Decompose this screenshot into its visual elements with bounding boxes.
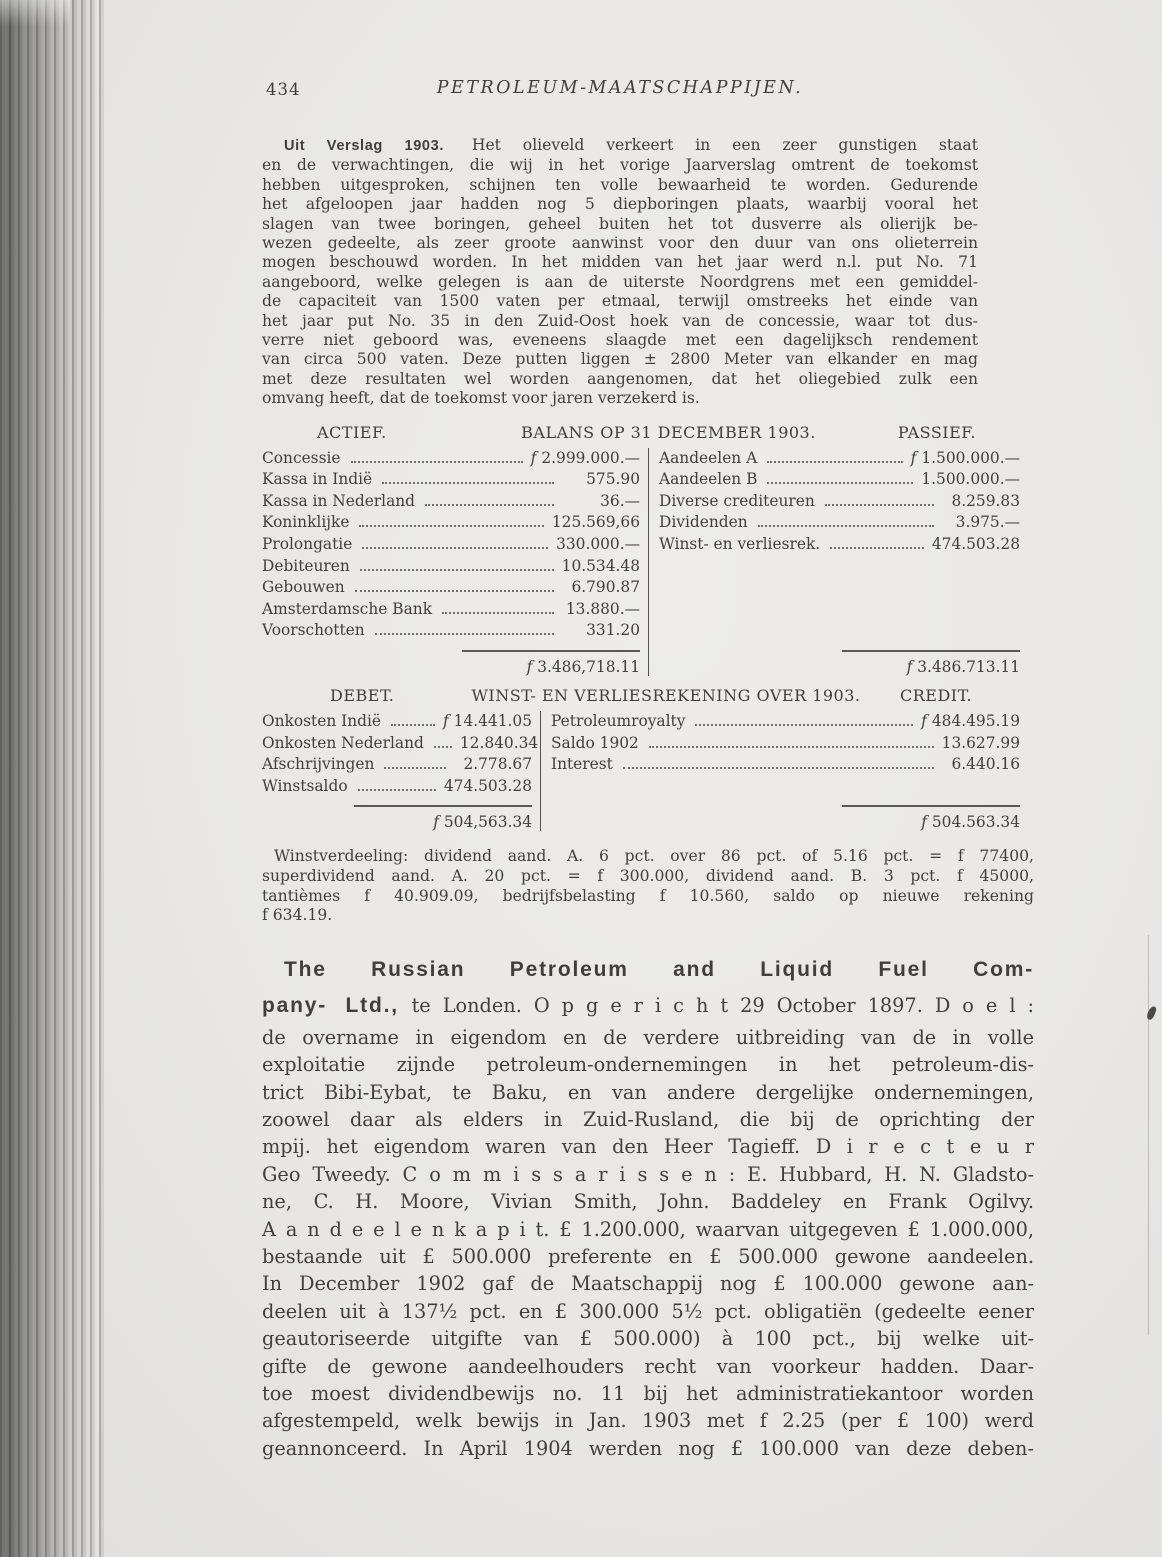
ledger-row-label: Gebouwen	[262, 578, 345, 597]
ledger-row-amount: 3.975.—	[955, 513, 1020, 532]
ledger-row	[659, 534, 1020, 556]
dot-leader	[695, 724, 913, 726]
ledger-row	[659, 491, 1020, 513]
ledger-row-label: Kassa in Indië	[262, 470, 373, 489]
dot-leader	[384, 767, 446, 769]
pnl-table	[262, 711, 1020, 831]
report-line: de capaciteit van 1500 vaten per etmaal, terwijl omstreeks het einde van	[262, 292, 978, 311]
report-line: en de verwachtingen, die wij in het vorige Jaarverslag omtrent de toekomst	[262, 156, 978, 175]
florin-symbol: f	[921, 813, 927, 832]
ledger-row	[659, 512, 1020, 534]
pnl-debet-total	[262, 797, 532, 831]
ledger-row-amount: 2.999.000.—	[541, 448, 640, 467]
ledger-row	[659, 448, 1020, 470]
ledger-row-amount: 575.90	[586, 470, 640, 489]
ledger-row-label: Saldo 1902	[551, 733, 639, 752]
dot-leader	[362, 547, 548, 549]
total-amount-value: 3.486,718.11	[537, 658, 640, 677]
total-amount-value: 504.563.34	[931, 813, 1020, 832]
pnl-center-header: WINST- EN VERLIESREKENING OVER 1903.	[471, 686, 861, 706]
ledger-row-amount: 474.503.28	[443, 776, 532, 795]
dot-leader	[767, 461, 902, 463]
company-line: mpij. het eigendom waren van den Heer Tagieff. D i r e c t e u r	[262, 1135, 1034, 1159]
report-line: hebben uitgesproken, schijnen ten volle bewaarheid te worden. Gedurende	[262, 175, 978, 194]
ledger-row	[551, 754, 1020, 776]
company-body	[262, 1024, 1034, 1463]
ledger-row-amount: 10.534.48	[561, 556, 640, 575]
ledger-row-label: Aandeelen B	[659, 470, 758, 489]
total-amount	[907, 658, 1020, 676]
balance-passief-rows	[659, 448, 1020, 556]
pnl-credit-rows	[551, 711, 1020, 776]
ledger-row-label: Voorschotten	[262, 621, 365, 640]
ledger-row-amount: 6.790.87	[571, 578, 640, 597]
company-line: bestaande uit £ 500.000 preferente en £ 500.000 gewone aandeelen.	[262, 1245, 1034, 1269]
ledger-row	[262, 776, 532, 798]
book-binding-gutter	[0, 0, 104, 1557]
company-heading-rest: te Londen. O p g e r i c h t 29 October 1897. D o e l :	[411, 993, 1034, 1017]
pnl-right-header: CREDIT.	[899, 686, 972, 706]
ledger-row-label: Amsterdamsche Bank	[262, 599, 433, 618]
ledger-row	[262, 534, 640, 556]
ledger-row-label: Dividenden	[659, 513, 748, 532]
total-amount-value: 504,563.34	[443, 813, 532, 832]
florin-symbol: f	[910, 448, 917, 467]
balance-right-header: PASSIEF.	[897, 422, 976, 442]
report-last-line: omvang heeft, dat de toekomst voor jaren verzekerd is.	[262, 389, 700, 408]
ledger-row-label: Prolongatie	[262, 535, 353, 554]
ledger-row-amount: 474.503.28	[931, 535, 1020, 554]
ledger-row-label: Aandeelen A	[659, 448, 758, 467]
total-rule	[842, 805, 1020, 807]
pnl-debet-column	[262, 711, 541, 831]
balance-actief-rows	[262, 448, 640, 642]
distribution-lines	[262, 867, 1034, 906]
report-line: wezen gedeelte, als zeer groote aanwinst voor den duur van ons olieterrein	[262, 234, 978, 253]
balance-left-header: ACTIEF.	[317, 422, 387, 442]
ledger-row	[262, 448, 640, 470]
dot-leader	[391, 724, 435, 726]
ledger-row-label: Afschrijvingen	[262, 755, 375, 774]
ledger-row-label: Kassa in Nederland	[262, 491, 416, 510]
report-line: van circa 500 vaten. Deze putten liggen ± 2800 Meter van elkander en mag	[262, 350, 978, 369]
pnl-credit-total	[551, 797, 1020, 831]
ledger-row-amount: 8.259.83	[951, 491, 1020, 510]
total-rule	[842, 650, 1020, 652]
ledger-row	[659, 469, 1020, 491]
company-line: geannonceerd. In April 1904 werden nog £ 100.000 van deze deben-	[262, 1436, 1034, 1460]
company-line: afgestempeld, welk bewijs in Jan. 1903 met f 2.25 (per £ 100) werd	[262, 1409, 1034, 1433]
ledger-row-label: Diverse crediteuren	[659, 491, 815, 510]
dot-leader	[434, 746, 452, 748]
pnl-debet-rows	[262, 711, 539, 797]
dot-leader	[359, 525, 543, 527]
ledger-row-amount: 14.441.05	[453, 712, 532, 731]
pnl-header	[262, 686, 1020, 705]
ledger-row-amount: 1.500.000.—	[921, 470, 1020, 489]
balance-sheet-table	[262, 448, 1020, 676]
company-section	[262, 952, 1034, 1463]
distribution-last-line: f 634.19.	[262, 906, 333, 925]
dot-leader	[830, 547, 924, 549]
ledger-row	[551, 733, 1020, 755]
report-line: het jaar put No. 35 in den Zuid-Oost hoek van de concessie, waar tot dus-	[262, 311, 978, 330]
balance-sheet-header	[262, 423, 1020, 442]
company-line: exploitatie zijnde petroleum-ondernemingen in het petroleum-dis-	[262, 1053, 1034, 1077]
ledger-row-label: Petroleumroyalty	[551, 712, 686, 731]
dot-leader	[358, 789, 436, 791]
company-line: trict Bibi-Eybat, te Baku, en van andere dergelijke ondernemingen,	[262, 1080, 1034, 1104]
ledger-row-amount: 6.440.16	[951, 755, 1020, 774]
company-name-part1: The Russian Petroleum and Liquid Fuel Com-	[284, 957, 1034, 981]
ledger-row-label: Koninklijke	[262, 513, 350, 532]
page-content	[262, 78, 1034, 1462]
ledger-row-amount: 13.627.99	[941, 733, 1020, 752]
page-edge-line	[1148, 935, 1149, 1335]
balance-passief-total	[659, 642, 1020, 676]
ledger-row	[262, 620, 640, 642]
company-name-part2: pany- Ltd.,	[262, 993, 399, 1017]
ledger-row	[262, 491, 640, 513]
company-line: ne, C. H. Moore, Vivian Smith, John. Baddeley en Frank Ogilvy.	[262, 1190, 1034, 1214]
report-line: aangeboord, welke gelegen is aan de uiterste Noordgrens met een gemiddel-	[262, 272, 978, 291]
dot-leader	[825, 504, 934, 506]
ledger-row	[262, 733, 539, 755]
report-line: verre niet geboord was, eveneens slaagde met een dagelijksch rendement	[262, 331, 978, 350]
distribution-line: superdividend aand. A. 20 pct. = f 300.000, dividend aand. B. 3 pct. f 45000,	[262, 867, 1034, 885]
company-line: deelen uit à 137½ pct. en £ 300.000 5½ pct. obligatiën (gedeelte eener	[262, 1299, 1034, 1323]
total-amount	[921, 813, 1020, 831]
report-first-line	[262, 136, 978, 156]
dot-leader	[375, 633, 554, 635]
total-amount	[527, 658, 640, 676]
binding-highlight	[0, 0, 70, 26]
ledger-row-label: Interest	[551, 755, 613, 774]
ledger-row	[551, 711, 1020, 733]
balance-actief-column	[262, 448, 649, 676]
dot-leader	[623, 767, 934, 769]
report-paragraph	[262, 136, 978, 409]
company-line: toe moest dividendbewijs no. 11 bij het administratiekantoor worden	[262, 1382, 1034, 1406]
company-line: gifte de gewone aandeelhouders recht van voorkeur hadden. Daar-	[262, 1354, 1034, 1378]
ledger-row-label: Onkosten Nederland	[262, 733, 424, 752]
ledger-row-amount: 1.500.000.—	[921, 448, 1020, 467]
running-head	[262, 78, 978, 102]
florin-symbol: f	[906, 658, 913, 677]
company-line: zoowel daar als elders in Zuid-Rusland, die bij de oprichting der	[262, 1108, 1034, 1131]
report-lines	[262, 156, 978, 389]
company-heading-line2	[262, 988, 1034, 1024]
pnl-credit-column	[541, 711, 1020, 831]
ledger-row-amount: 330.000.—	[556, 535, 640, 554]
dot-leader	[360, 569, 554, 571]
company-line: de overname in eigendom en de verdere uitbreiding van de in volle	[262, 1025, 1034, 1049]
profit-distribution-paragraph	[262, 847, 1034, 925]
ledger-row-amount: 36.—	[600, 491, 640, 510]
ledger-row-amount: 2.778.67	[463, 755, 532, 774]
page-number: 434	[266, 80, 301, 99]
dot-leader	[382, 482, 554, 484]
report-line: mogen beschouwd worden. In het midden van het jaar werd n.l. put No. 71	[262, 253, 978, 272]
running-title: PETROLEUM-MAATSCHAPPIJEN.	[436, 78, 804, 98]
dot-leader	[649, 746, 934, 748]
dot-leader	[442, 612, 554, 614]
company-line: A a n d e e l e n k a p i t. £ 1.200.000, waarvan uitgegeven £ 1.000.000,	[262, 1217, 1034, 1241]
company-line: geautoriseerde uitgifte van £ 500.000) à 100 pct., bij welke uit-	[262, 1327, 1034, 1351]
dot-leader	[767, 482, 913, 484]
total-rule	[354, 805, 532, 807]
report-line: slagen van twee boringen, geheel buiten het tot dusverre als olierijk be-	[262, 214, 978, 233]
florin-symbol: f	[433, 813, 439, 832]
florin-symbol: f	[442, 712, 449, 731]
balance-actief-total	[262, 642, 640, 676]
company-line: Geo Tweedy. C o m m i s s a r i s s e n : E. Hubbard, H. N. Gladsto-	[262, 1162, 1034, 1186]
ledger-row-amount: 125.569,66	[551, 513, 640, 532]
ledger-row-label: Debiteuren	[262, 556, 350, 575]
ledger-row-label: Onkosten Indië	[262, 712, 381, 731]
ledger-row-amount: 331.20	[586, 621, 640, 640]
ledger-row-label: Concessie	[262, 448, 341, 467]
ledger-row	[262, 512, 640, 534]
distribution-first-line: Winstverdeeling: dividend aand. A. 6 pct. over 86 pct. of 5.16 pct. = f 77400,	[274, 847, 1034, 866]
company-line: In December 1902 gaf de Maatschappij nog £ 100.000 gewone aan-	[262, 1272, 1034, 1296]
company-heading-line1	[262, 952, 1034, 988]
balance-center-header: BALANS OP 31 DECEMBER 1903.	[521, 422, 816, 442]
report-first-line-text: Het olieveld verkeert in een zeer gunstigen staat	[471, 136, 978, 154]
balance-passief-column	[649, 448, 1020, 676]
ledger-row-label: Winstsaldo	[262, 776, 348, 795]
dot-leader	[758, 525, 934, 527]
distribution-line: tantièmes f 40.909.09, bedrijfsbelasting f 10.560, saldo op nieuwe rekening	[262, 886, 1034, 905]
florin-symbol: f	[921, 712, 927, 731]
ledger-row	[262, 754, 532, 776]
ledger-row	[262, 577, 640, 599]
ledger-row	[262, 599, 640, 621]
dot-leader	[351, 461, 523, 463]
total-amount-value: 3.486.713.11	[917, 658, 1020, 677]
dot-leader	[355, 590, 554, 592]
ledger-row-amount: 484.495.19	[931, 712, 1020, 731]
total-amount	[433, 813, 532, 831]
ledger-row-amount: 13.880.—	[565, 599, 640, 618]
dot-leader	[425, 504, 554, 506]
total-rule	[462, 650, 640, 652]
pnl-left-header: DEBET.	[330, 686, 395, 706]
report-line: het afgeloopen jaar hadden nog 5 diepboringen plaats, waarbij vooral het	[262, 195, 978, 214]
florin-symbol: f	[526, 658, 533, 677]
ledger-row	[262, 469, 640, 491]
ledger-row	[262, 711, 532, 733]
florin-symbol: f	[530, 448, 537, 467]
ledger-row-amount: 12.840.34	[459, 733, 539, 752]
report-line: met deze resultaten wel worden aangenomen, dat het oliegebied zulk een	[262, 369, 978, 388]
ledger-row	[262, 556, 640, 578]
ledger-row-label: Winst- en verliesrek.	[659, 535, 821, 554]
report-lead: Uit Verslag 1903.	[284, 138, 444, 154]
